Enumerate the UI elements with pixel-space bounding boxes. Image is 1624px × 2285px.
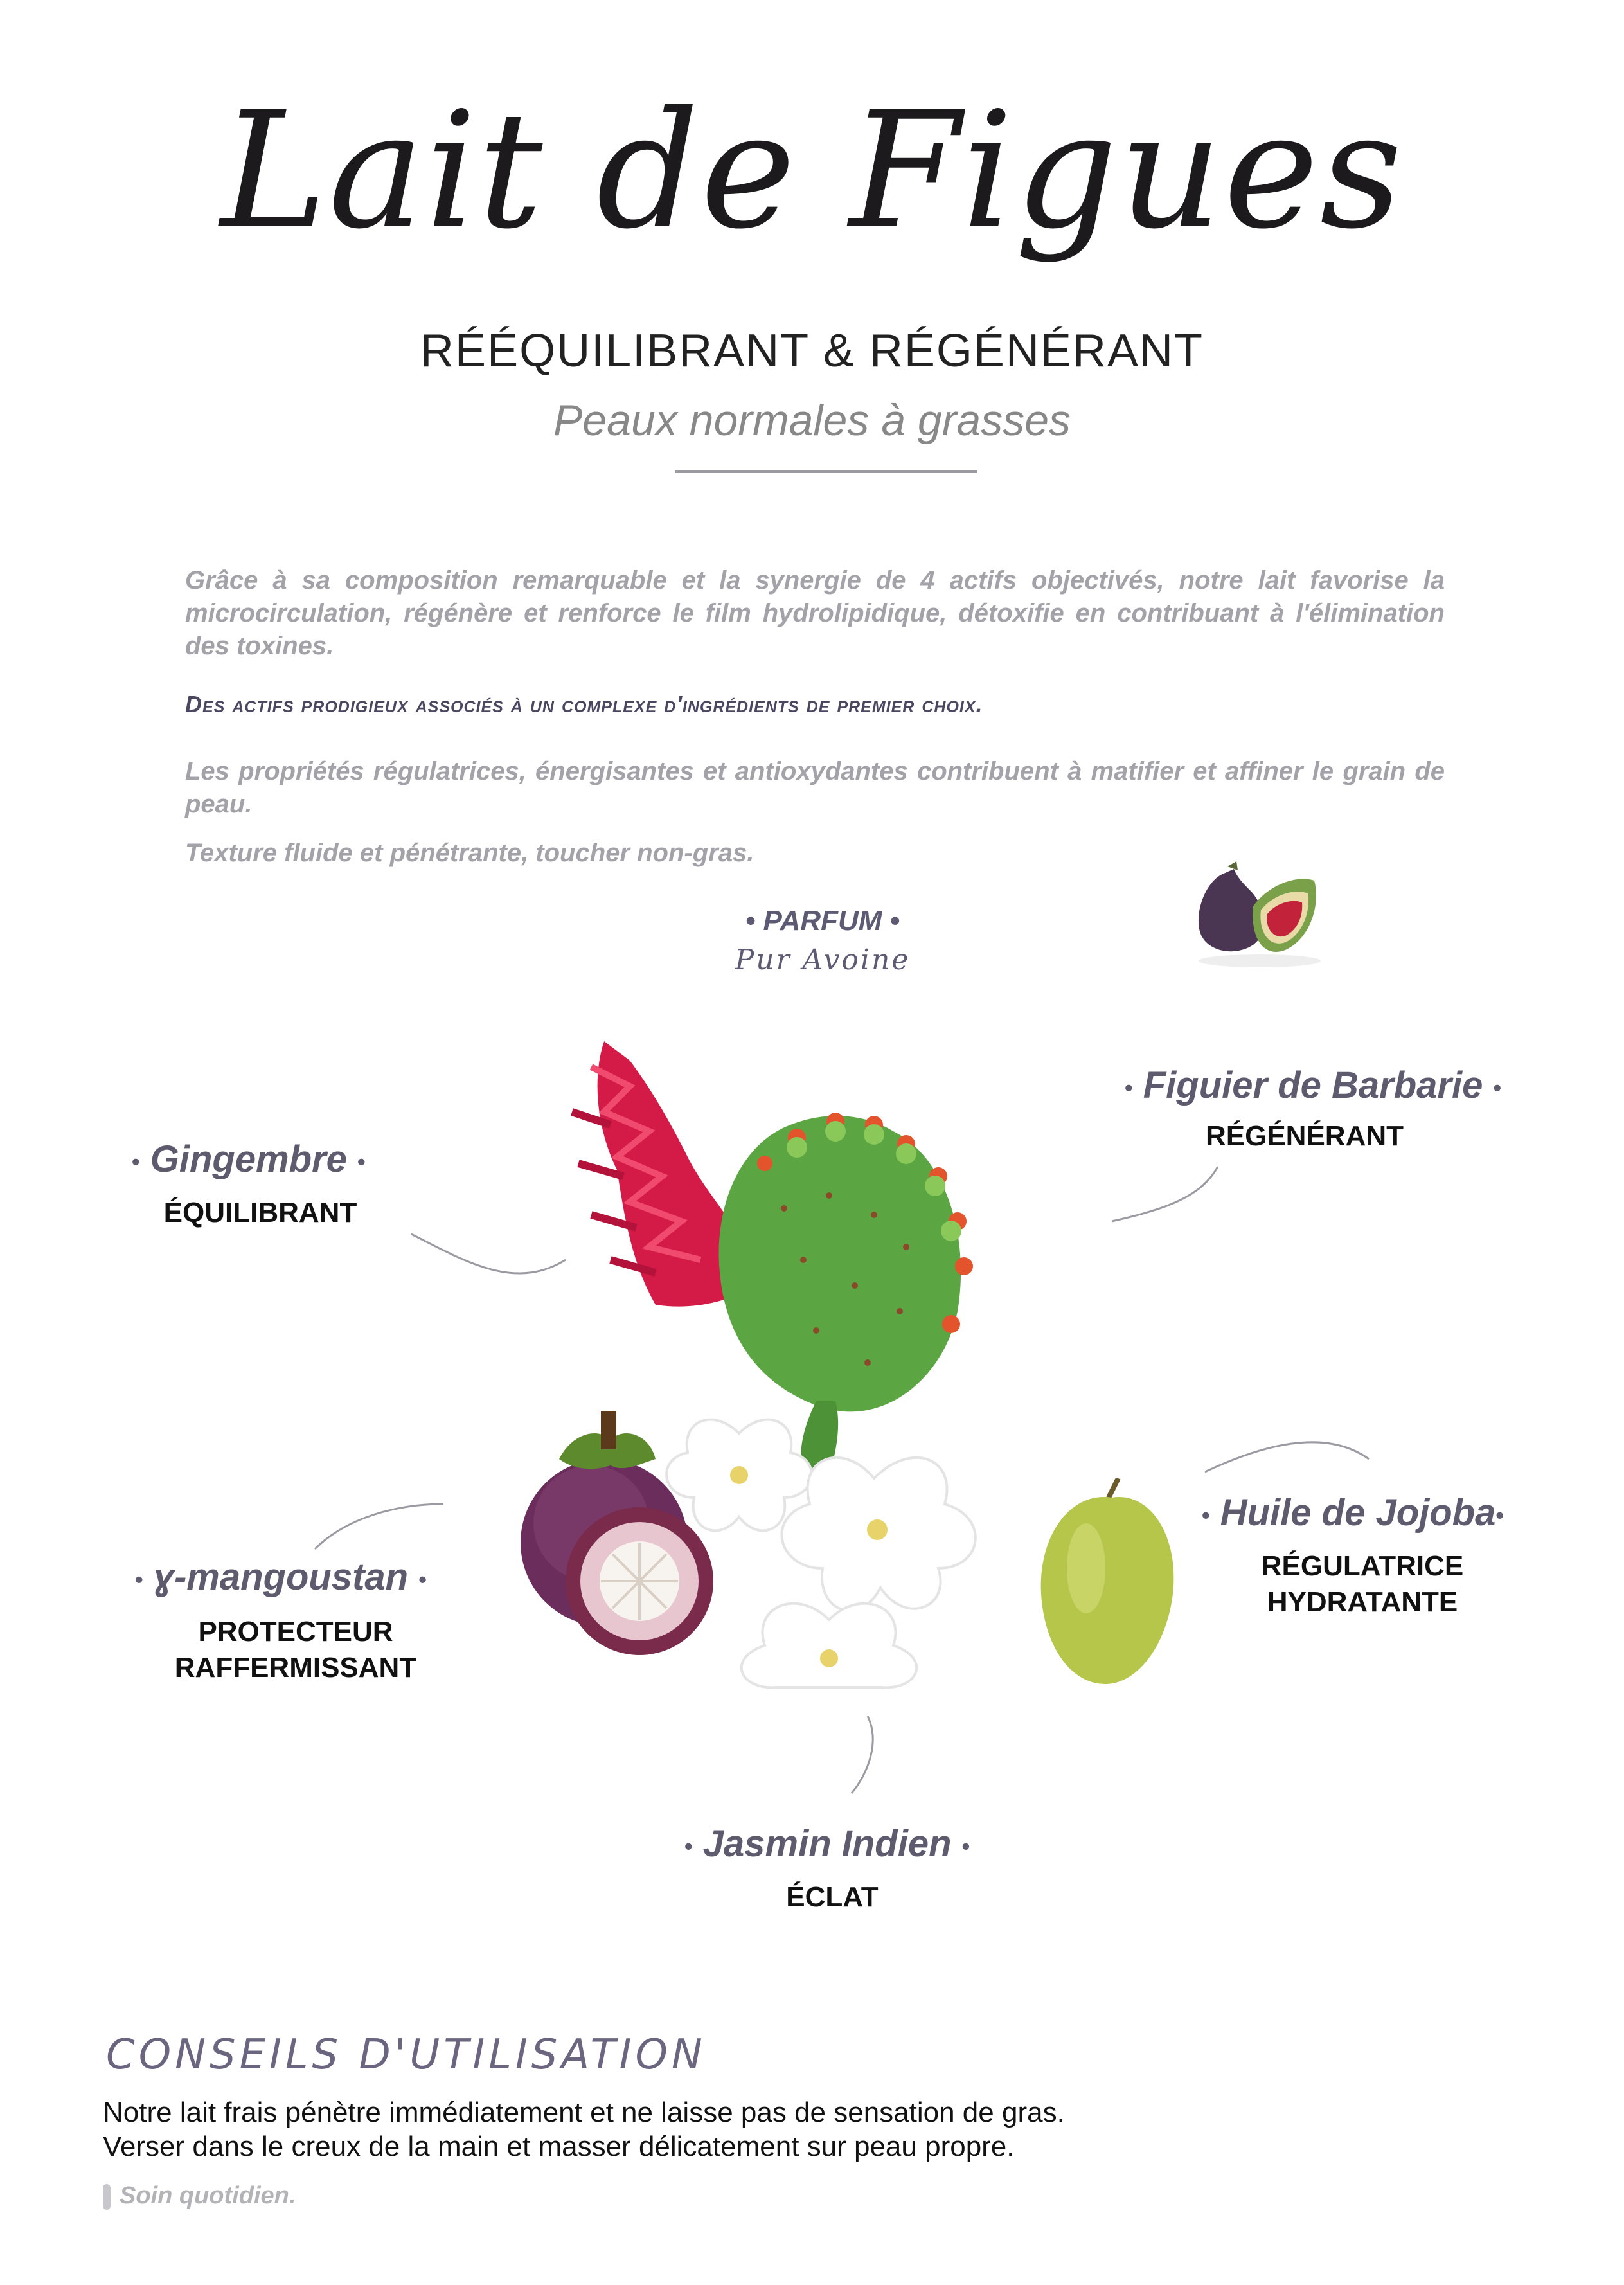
usage-frequency-text: Soin quotidien.: [120, 2182, 296, 2209]
connector-figuier: [1112, 1167, 1218, 1221]
ingredient-prop: PROTECTEUR: [198, 1616, 393, 1647]
conseils-line: Verser dans le creux de la main et masser délicatement sur peau propre.: [103, 2131, 1015, 2162]
ingredient-prop: RÉGÉNÉRANT: [1205, 1120, 1404, 1152]
page-title: Lait de Figues: [220, 77, 1404, 264]
conseils-line: Notre lait frais pénètre immédiatement et ne laisse pas de sensation de gras.: [103, 2097, 1065, 2128]
ingredient-name: Figuier de Barbarie: [1143, 1064, 1483, 1106]
connector-jojoba: [1205, 1442, 1369, 1472]
connector-gingembre: [411, 1234, 566, 1273]
bullet-bar-icon: [103, 2184, 111, 2210]
ingredient-gingembre: • Gingembre • ÉQUILIBRANT: [132, 1138, 389, 1231]
parfum-value: Pur Avoine: [735, 944, 911, 976]
intro-highlight: Des actifs prodigieux associés à un complexe d'ingrédients de premier choix.: [185, 691, 983, 717]
properties-paragraph: Les propriétés régulatrices, énergisantes et antioxydantes contribuent à matifier et affiner le grain de peau.: [185, 757, 1445, 818]
ingredient-prop: RAFFERMISSANT: [174, 1652, 417, 1683]
ingredient-name: Huile de Jojoba: [1220, 1492, 1496, 1534]
ingredient-figuier: • Figuier de Barbarie • RÉGÉNÉRANT: [1125, 1064, 1523, 1154]
usage-frequency: [103, 2182, 296, 2210]
ingredient-prop: HYDRATANTE: [1267, 1586, 1458, 1618]
intro-paragraph: Grâce à sa composition remarquable et la synergie de 4 actifs objectivés, notre lait favorise la microcirculation, régénère et renforce le film hydrolipidique, détoxifie en contribuant à l'élimination des toxines.: [185, 566, 1445, 660]
connector-mangoustan: [315, 1504, 443, 1549]
ingredient-name: Jasmin Indien: [702, 1823, 952, 1865]
ingredient-prop: RÉGULATRICE: [1261, 1550, 1464, 1582]
parfum-label: • PARFUM •: [745, 905, 900, 936]
product-subtitle: RÉÉQUILIBRANT & RÉGÉNÉRANT: [420, 325, 1204, 377]
ingredient-prop: ÉCLAT: [786, 1881, 879, 1913]
ingredient-prop: ÉQUILIBRANT: [163, 1197, 357, 1228]
ingredient-jojoba: • Huile de Jojoba• RÉGULATRICE HYDRATANTE: [1202, 1491, 1536, 1620]
connector-jasmin: [852, 1716, 873, 1793]
skin-type: Peaux normales à grasses: [553, 396, 1071, 445]
ingredient-mangoustan: • ɣ-mangoustan • PROTECTEUR RAFFERMISSANT: [135, 1555, 469, 1686]
texture-paragraph: Texture fluide et pénétrante, toucher non-gras.: [185, 839, 754, 867]
conseils-heading: CONSEILS D'UTILISATION: [106, 2031, 706, 2079]
ingredient-name: Gingembre: [150, 1138, 347, 1180]
ingredient-name: ɣ-mangoustan: [153, 1556, 409, 1598]
ingredient-jasmin: • Jasmin Indien • ÉCLAT: [684, 1822, 993, 1915]
